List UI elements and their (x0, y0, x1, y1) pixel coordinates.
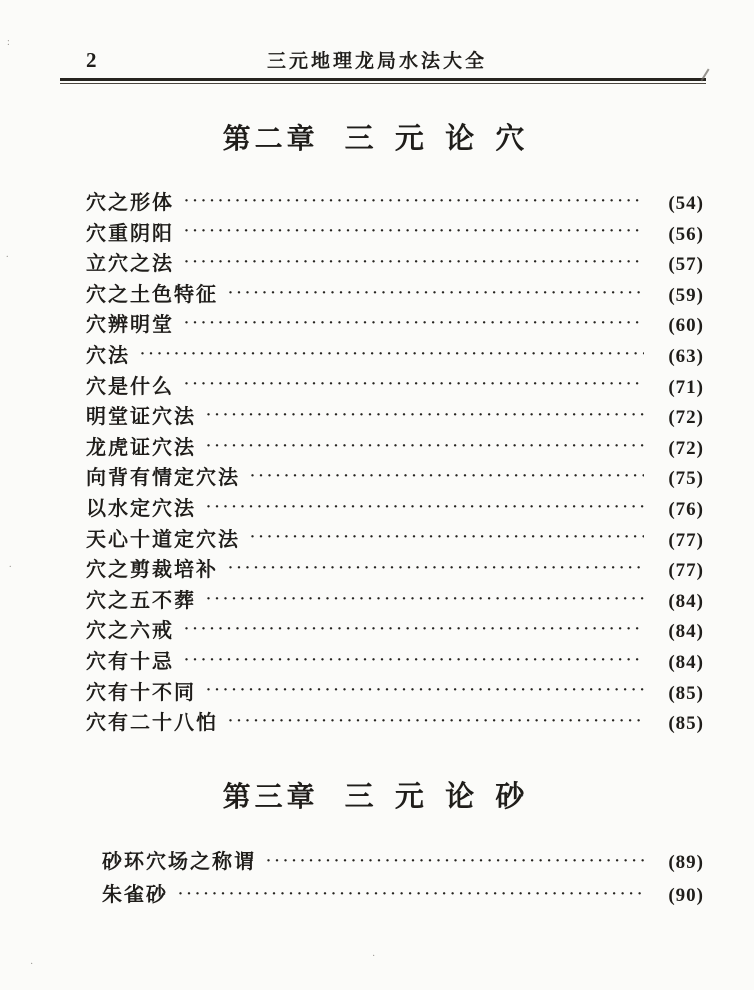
chapter-3-title: 三 元 论 砂 (344, 781, 532, 813)
dot-leader (206, 592, 644, 607)
toc-entry-title: 朱雀砂 (102, 884, 168, 906)
toc-chapter-2 (86, 186, 704, 737)
scan-speck: · (372, 951, 376, 962)
toc-entry (86, 706, 704, 737)
toc-entry-title: 天心十道定穴法 (86, 528, 240, 551)
toc-entry-title: 穴之剪裁培补 (86, 559, 218, 582)
header-rule (60, 78, 706, 84)
toc-entry-page: (77) (668, 560, 704, 582)
toc-entry (86, 614, 704, 645)
toc-entry (86, 308, 704, 339)
dot-leader (228, 714, 644, 729)
toc-entry-title: 穴辨明堂 (86, 314, 174, 337)
toc-entry-page: (60) (668, 315, 704, 337)
dot-leader (228, 561, 644, 576)
chapter-2-heading (0, 116, 754, 157)
toc-entry-page: (77) (668, 529, 704, 551)
toc-entry-page: (84) (668, 590, 704, 612)
scan-speck: . (9, 559, 12, 570)
toc-entry-page: (85) (668, 682, 704, 704)
toc-entry-title: 穴是什么 (86, 375, 174, 398)
toc-entry-page: (56) (668, 223, 704, 245)
dot-leader (250, 530, 644, 545)
dot-leader (184, 622, 644, 637)
running-head-book-title: 三元地理龙局水法大全 (266, 51, 487, 72)
toc-entry-title: 砂环穴场之称谓 (102, 851, 256, 873)
toc-entry (102, 878, 704, 911)
toc-entry-page: (57) (668, 254, 704, 276)
toc-entry-page: (54) (668, 193, 704, 214)
toc-entry-page: (75) (668, 468, 704, 490)
dot-leader (206, 439, 644, 454)
toc-entry-page: (84) (668, 621, 704, 643)
toc-entry-page: (84) (668, 651, 704, 673)
toc-entry (86, 247, 704, 278)
toc-entry (86, 523, 704, 554)
toc-entry-title: 穴之形体 (86, 192, 174, 214)
toc-entry-title: 穴有十不同 (86, 681, 196, 704)
dot-leader (184, 255, 644, 270)
dot-leader (184, 224, 644, 239)
toc-entry-page: (63) (668, 345, 704, 367)
toc-entry-title: 穴有二十八怕 (86, 712, 218, 735)
toc-entry-title: 龙虎证穴法 (86, 436, 196, 459)
dot-leader (140, 347, 644, 362)
toc-entry-title: 穴有十忌 (86, 650, 174, 673)
toc-entry-title: 以水定穴法 (86, 497, 196, 520)
toc-entry-title: 向背有情定穴法 (86, 467, 240, 490)
dot-leader (206, 500, 644, 515)
toc-entry-title: 明堂证穴法 (86, 406, 196, 429)
scan-speck: . (6, 249, 9, 260)
scan-speck: · (30, 959, 34, 970)
toc-entry (86, 461, 704, 492)
toc-entry-page: (59) (668, 284, 704, 306)
toc-entry-title: 穴之六戒 (86, 620, 174, 643)
toc-entry (86, 584, 704, 615)
toc-entry-page: (72) (668, 407, 704, 429)
toc-entry-page: (71) (668, 376, 704, 398)
dot-leader (206, 408, 644, 423)
scan-speck: : (7, 37, 10, 48)
dot-leader (184, 316, 644, 331)
toc-entry (102, 845, 704, 878)
toc-entry (86, 400, 704, 431)
chapter-2-label: 第二章 (222, 124, 319, 155)
toc-entry-page: (89) (668, 852, 704, 873)
header-rule-thin (60, 83, 706, 84)
toc-entry-page: (90) (668, 885, 704, 906)
dot-leader (206, 683, 644, 698)
toc-chapter-3 (102, 845, 704, 911)
toc-entry-title: 穴之五不葬 (86, 589, 196, 612)
toc-entry-title: 穴重阴阳 (86, 222, 174, 245)
dot-leader (178, 887, 644, 902)
toc-entry-page: (85) (668, 713, 704, 735)
toc-entry (86, 492, 704, 523)
toc-entry-page: (72) (668, 437, 704, 459)
toc-entry (86, 339, 704, 370)
toc-entry-title: 立穴之法 (86, 253, 174, 276)
chapter-3-heading (0, 774, 754, 815)
toc-entry-title: 穴之土色特征 (86, 283, 218, 306)
toc-entry (86, 553, 704, 584)
dot-leader (266, 854, 644, 869)
chapter-3-label: 第三章 (222, 782, 319, 813)
toc-entry-page: (76) (668, 498, 704, 520)
toc-entry (86, 676, 704, 707)
dot-leader (228, 286, 644, 301)
toc-entry (86, 370, 704, 401)
toc-entry (86, 645, 704, 676)
toc-entry (86, 186, 704, 217)
folio-page-number: 2 (86, 48, 98, 72)
dot-leader (184, 653, 644, 668)
toc-entry (86, 278, 704, 309)
chapter-2-title: 三 元 论 穴 (344, 123, 532, 155)
header-rule-thick (60, 78, 706, 81)
toc-entry (86, 217, 704, 248)
dot-leader (184, 377, 644, 392)
dot-leader (184, 194, 644, 209)
dot-leader (250, 469, 644, 484)
toc-entry (86, 431, 704, 462)
toc-entry-title: 穴法 (86, 344, 130, 367)
